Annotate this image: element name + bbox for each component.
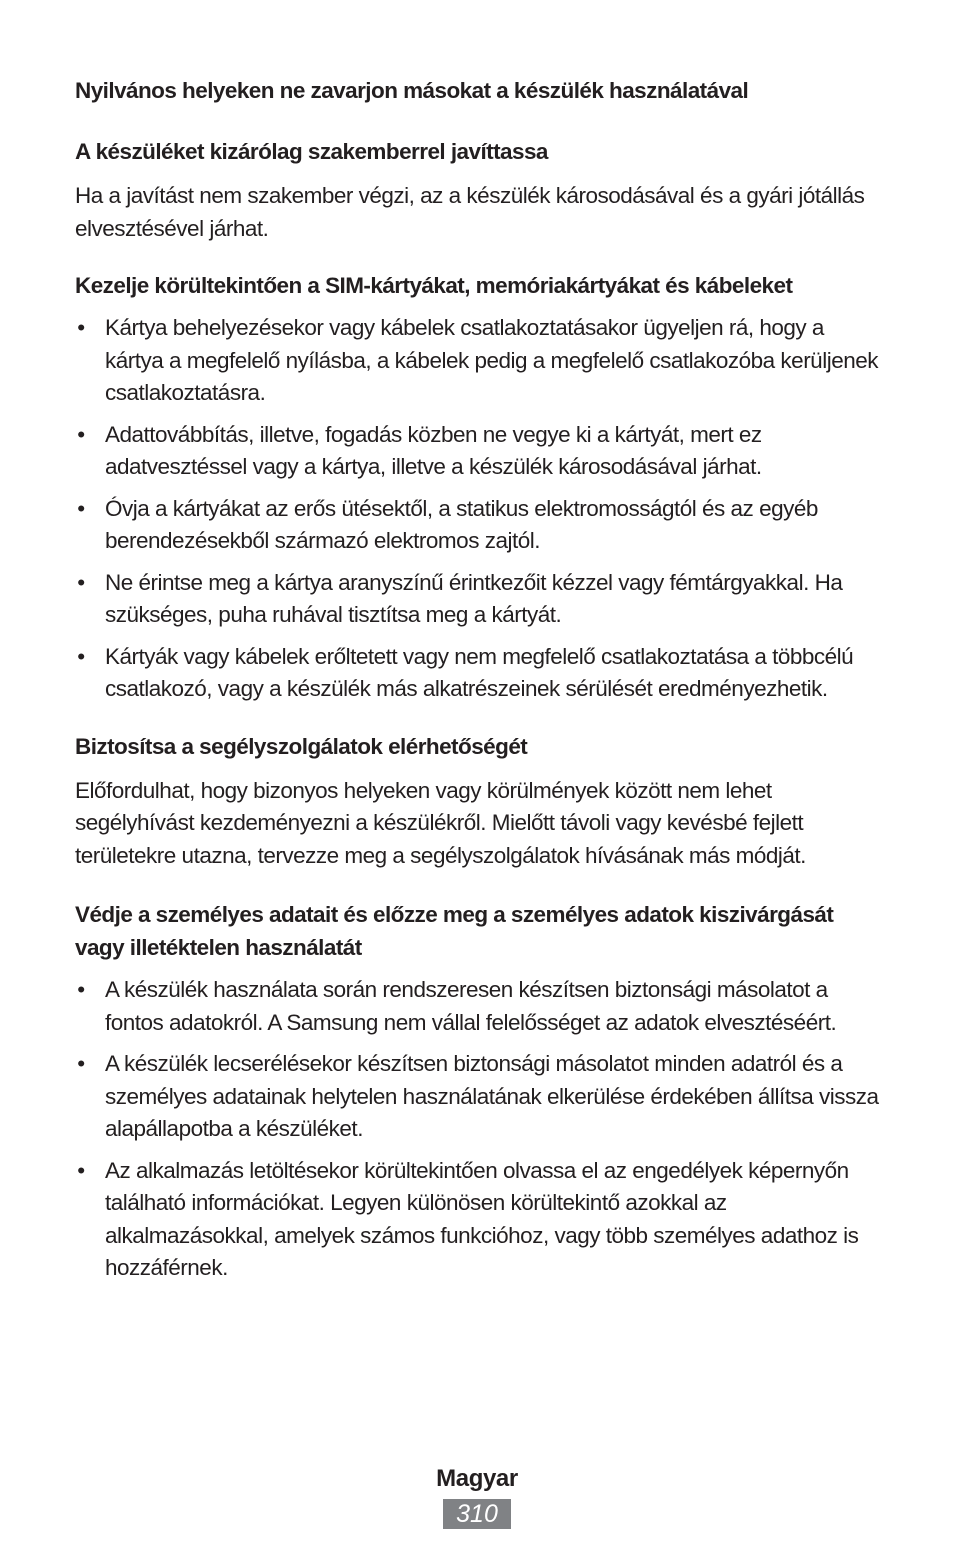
section-heading-personal-data: Védje a személyes adatait és előzze meg a személyes adatok kiszivárgását vagy illetéktelen használatát <box>75 902 834 960</box>
bullet-icon: • <box>77 495 85 521</box>
section-heading-repair: A készüléket kizárólag szakemberrel javíttassa <box>75 139 548 164</box>
section-paragraph-emergency: Előfordulhat, hogy bizonyos helyeken vagy körülmények között nem lehet segélyhívást kezdeményezni a készülékről. Mielőtt távoli vagy kevésbé fejlett területekre utazna, tervezze meg a segélyszolgálatok hívásának más módját. <box>75 777 806 868</box>
bullet-icon: • <box>77 977 85 1002</box>
bullet-icon: • <box>77 315 85 340</box>
list-item-text: Adattovábbítás, illetve, fogadás közben ne vegye ki a kártyát, mert ez adatvesztéssel vagy a kártya, illetve a készülék károsodásával járhat. <box>105 421 762 479</box>
bullet-list-cards <box>75 312 885 706</box>
list-item <box>75 493 885 558</box>
list-item <box>75 1048 885 1146</box>
page-footer <box>0 1463 954 1529</box>
section-heading-cards: Kezelje körültekintően a SIM-kártyákat, memóriakártyákat és kábeleket <box>75 273 793 298</box>
list-item-text: A készülék lecserélésekor készítsen biztonsági másolatot minden adatról és a személyes adatainak helytelen használatának elkerülése érdekében állítsa vissza alapállapotba a készüléket. <box>105 1051 879 1141</box>
list-item-text: Kártyák vagy kábelek erőltetett vagy nem megfelelő csatlakoztatása a többcélú csatlakozó, vagy a készülék más alkatrészeinek sérülését eredményezhetik. <box>105 643 854 701</box>
section-paragraph-repair: Ha a javítást nem szakember végzi, az a készülék károsodásával és a gyári jótállás elvesztésével járhat. <box>75 183 865 241</box>
bullet-icon: • <box>77 1051 85 1076</box>
bullet-list-personal-data <box>75 974 885 1285</box>
list-item-text: Az alkalmazás letöltésekor körültekintően olvassa el az engedélyek képernyőn található információkat. Legyen különösen körültekintő azokkal az alkalmazásokkal, amelyek számos funkcióhoz, vagy több személyes adathoz is hozzáférnek. <box>105 1157 859 1280</box>
bullet-icon: • <box>77 1157 85 1183</box>
list-item-text: A készülék használata során rendszeresen készítsen biztonsági másolatot a fontos adatokról. A Samsung nem vállal felelősséget az adatok elvesztéséért. <box>105 977 837 1035</box>
section-heading-public-places: Nyilvános helyeken ne zavarjon másokat a készülék használatával <box>75 78 749 103</box>
list-item <box>75 641 885 706</box>
page-number-badge: 310 <box>443 1499 511 1529</box>
bullet-icon: • <box>77 643 85 669</box>
list-item-text: Óvja a kártyákat az erős ütésektől, a statikus elektromosságtól és az egyéb berendezésekből származó elektromos zajtól. <box>105 495 818 553</box>
list-item-text: Ne érintse meg a kártya aranyszínű érintkezőit kézzel vagy fémtárgyakkal. Ha szükséges, puha ruhával tisztítsa meg a kártyát. <box>105 569 843 627</box>
section-heading-emergency: Biztosítsa a segélyszolgálatok elérhetőségét <box>75 733 528 759</box>
language-label: Magyar <box>436 1465 518 1492</box>
document-body <box>75 70 885 1285</box>
list-item-text: Kártya behelyezésekor vagy kábelek csatlakoztatásakor ügyeljen rá, hogy a kártya a megfelelő nyílásba, a kábelek pedig a megfelelő csatlakozóba kerüljenek csatlakoztatásra. <box>105 315 878 405</box>
list-item <box>75 974 885 1039</box>
bullet-icon: • <box>77 569 85 595</box>
list-item <box>75 1155 885 1285</box>
list-item <box>75 567 885 632</box>
bullet-icon: • <box>77 421 85 447</box>
list-item <box>75 419 885 484</box>
list-item <box>75 312 885 410</box>
